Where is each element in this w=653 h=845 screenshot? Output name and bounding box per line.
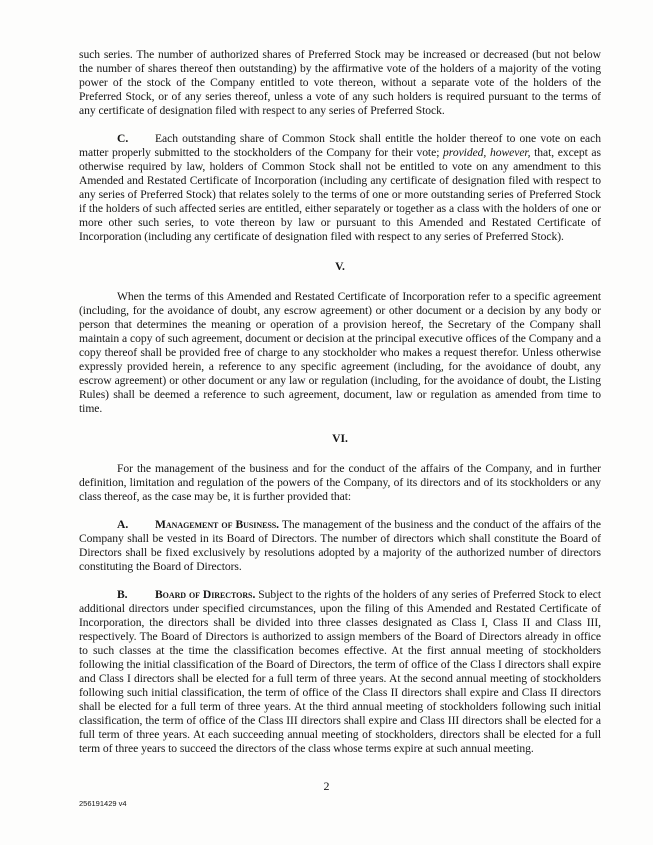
paragraph-article-v: When the terms of this Amended and Restated Certificate of Incorporation refer to a specific agreement (including, for the avoidance of doubt, any escrow agreement) or other document or a decision by any body or person that determines the meaning or operation of a provision hereof, the Secretary of the Company shall maintain a copy of such agreement, document or decision at the principal executive offices of the Company and a copy thereof shall be provided free of charge to any stockholder who makes a request therefor. Unless otherwise expressly provided herein, a reference to any specific agreement (including, for the avoidance of doubt, any escrow agreement) or other document or any law or regulation (including, for the avoidance of doubt, the Listing Rules) shall be deemed a reference to such agreement, document, law or regulation as amended from time to time. [79,290,601,415]
article-v-heading: V. [335,260,345,273]
section-b-label: B. [117,588,128,601]
paragraph-b-board [79,588,601,756]
section-c-label: C. [117,132,129,145]
paragraph-article-vi-intro: For the management of the business and for the conduct of the affairs of the Company, and in further definition, limitation and regulation of the powers of the Company, of its directors and of its stockholders or any class thereof, as the case may be, it is further provided that: [79,462,601,503]
section-b-text: Subject to the rights of the holders of any series of Preferred Stock to elect additional directors under specified circumstances, upon the filing of this Amended and Restated Certificate of Incorporation, the directors shall be divided into three classes designated as Class I, Class II and Class III, respectively. The Board of Directors is authorized to assign members of the Board of Directors already in office to such classes at the time the classification becomes effective. At the first annual meeting of stockholders following the initial classification of the Board of Directors, the term of office of the Class I directors shall expire and Class I directors shall be elected for a full term of three years. At the second annual meeting of stockholders following such initial classification, the term of office of the Class II directors shall expire and Class II directors shall be elected for a full term of three years. At the third annual meeting of stockholders following such initial classification, the term of office of the Class III directors shall expire and Class III directors shall be elected for a full term of three years. At each succeeding annual meeting of stockholders, directors shall be elected for a full term of three years to succeed the directors of the class whose terms expire at such annual meeting. [79,588,601,755]
document-id: 256191429 v4 [79,799,127,808]
paragraph-c-common-stock-voting [79,132,601,244]
article-vi-heading: VI. [332,432,348,445]
section-a-label: A. [117,518,129,531]
paragraph-a-management [79,518,601,574]
section-b-title: Board of Directors. [155,588,256,601]
section-a-title: Management of Business. [155,518,280,531]
page-number: 2 [323,779,330,793]
section-c-text-start: Each outstanding share of Common Stock shall entitle the holder thereof to one vote on each matter properly submitted to the stockholders of the Company for their vote; [79,132,601,159]
paragraph-preferred-stock-continuation: such series. The number of authorized shares of Preferred Stock may be increased or decreased (but not below the number of shares thereof then outstanding) by the affirmative vote of the holders of a majority of the voting power of the stock of the Company entitled to vote thereon, without a separate vote of the holders of the Preferred Stock, or of any series thereof, unless a vote of any such holders is required pursuant to the terms of any certificate of designation filed with respect to any series of Preferred Stock. [79,48,601,117]
section-a-text: The management of the business and the conduct of the affairs of the Company shall be vested in its Board of Directors. The number of directors which shall constitute the Board of Directors shall be fixed exclusively by resolutions adopted by a majority of the authorized number of directors constituting the Board of Directors. [79,518,601,573]
section-c-text-end: that, except as otherwise required by law, holders of Common Stock shall not be entitled to vote on any amendment to this Amended and Restated Certificate of Incorporation (including any certificate of designation filed with respect to any series of Preferred Stock) that relates solely to the terms of one or more outstanding series of Preferred Stock if the holders of such affected series are entitled, either separately or together as a class with the holders of one or more other such series, to vote thereon by law or pursuant to this Amended and Restated Certificate of Incorporation (including any certificate of designation filed with respect to any series of Preferred Stock). [79,146,601,243]
section-c-proviso: provided, however, [443,146,531,159]
